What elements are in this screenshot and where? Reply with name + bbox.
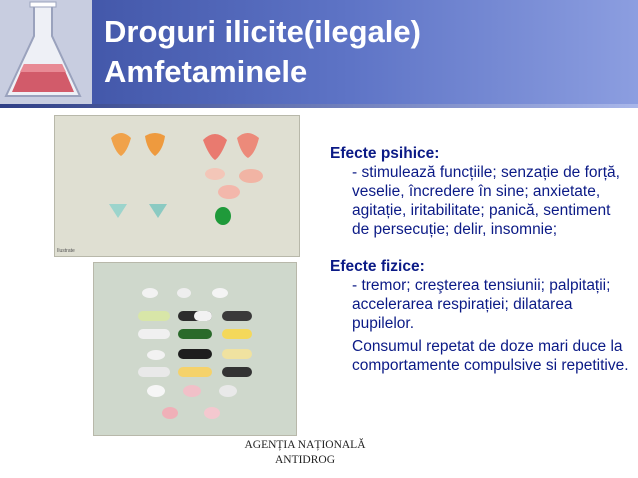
- psychic-effects-heading: Efecte psihice:: [330, 145, 440, 162]
- repeat-use-text: Consumul repetat de doze mari duce la comportamente compulsive si repetitive.: [352, 338, 629, 374]
- pills-photo-bottom: [93, 262, 297, 436]
- pills-photo-top: [54, 115, 300, 257]
- footer-line-2: ANTIDROG: [274, 454, 336, 466]
- photo-caption: Ilustrate: [57, 248, 75, 254]
- physical-effects-heading: Efecte fizice:: [330, 258, 425, 275]
- title-line-2: Amfetaminele: [104, 54, 308, 89]
- physical-effects-text: - tremor; creşterea tensiunii; palpitații; accelerarea respirației; dilatarea pupilelor.: [352, 277, 611, 332]
- effects-text: [330, 144, 630, 375]
- flask-image: [0, 0, 92, 104]
- psychic-effects-text: - stimulează funcțiile; senzație de forță, veselie, încredere în sine; anxietate, agitație, iritabilitate; panică, sentiment de persecuție; delir, insomnie;: [352, 164, 620, 238]
- header-divider: [0, 104, 638, 108]
- title-line-1: Droguri ilicite(ilegale): [104, 14, 421, 49]
- footer-line-1: AGENȚIA NAȚIONALĂ: [244, 439, 366, 451]
- slide-title: [104, 12, 421, 92]
- footer-agency: [230, 438, 380, 468]
